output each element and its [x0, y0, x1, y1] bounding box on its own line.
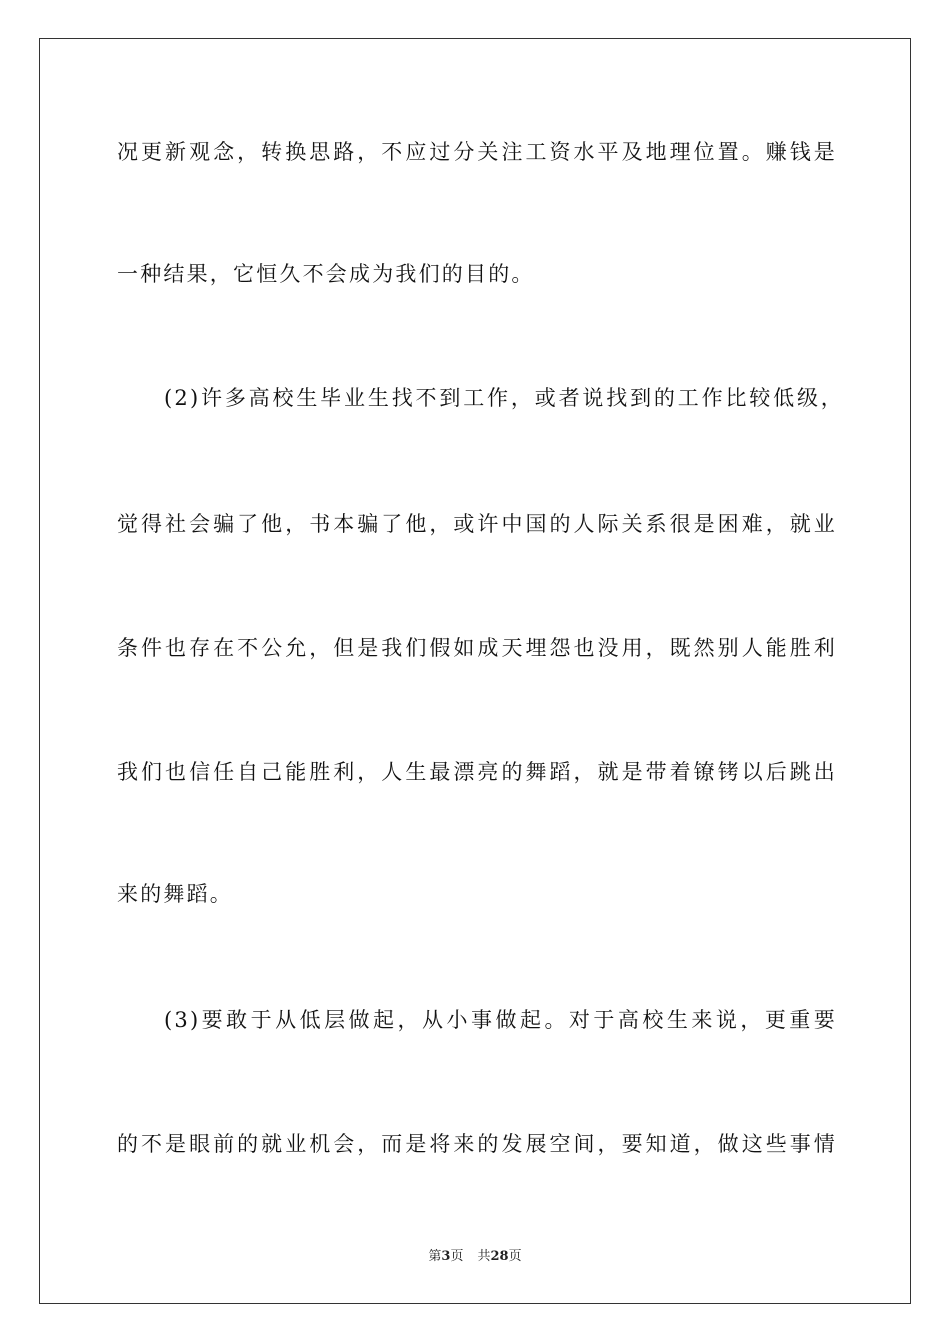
paragraph-line: 的不是眼前的就业机会，而是将来的发展空间，要知道，做这些事情 [117, 1132, 837, 1156]
paragraph-line: 条件也存在不公允，但是我们假如成天埋怨也没用，既然别人能胜利 [117, 636, 837, 660]
footer-total-suffix: 页 [508, 1249, 522, 1264]
footer-total-prefix: 共 [477, 1249, 491, 1264]
footer-total-number: 28 [490, 1249, 509, 1264]
paragraph-line: 况更新观念，转换思路，不应过分关注工资水平及地理位置。赚钱是 [117, 140, 837, 164]
footer-page-suffix: 页 [450, 1249, 464, 1264]
page-border [39, 38, 911, 1304]
paragraph-line: 来的舞蹈。 [117, 882, 233, 906]
paragraph-line: 一种结果，它恒久不会成为我们的目的。 [117, 262, 535, 286]
paragraph-line: 觉得社会骗了他，书本骗了他，或许中国的人际关系很是困难，就业 [117, 512, 837, 536]
page-footer [0, 1248, 950, 1266]
paragraph-line: (2)许多高校生毕业生找不到工作，或者说找到的工作比较低级， [164, 386, 844, 410]
paragraph-line: 我们也信任自己能胜利，人生最漂亮的舞蹈，就是带着镣铐以后跳出 [117, 760, 837, 784]
footer-page-number: 3 [441, 1249, 451, 1264]
footer-page-prefix: 第 [428, 1249, 442, 1264]
paragraph-line: (3)要敢于从低层做起，从小事做起。对于高校生来说，更重要 [164, 1008, 837, 1032]
